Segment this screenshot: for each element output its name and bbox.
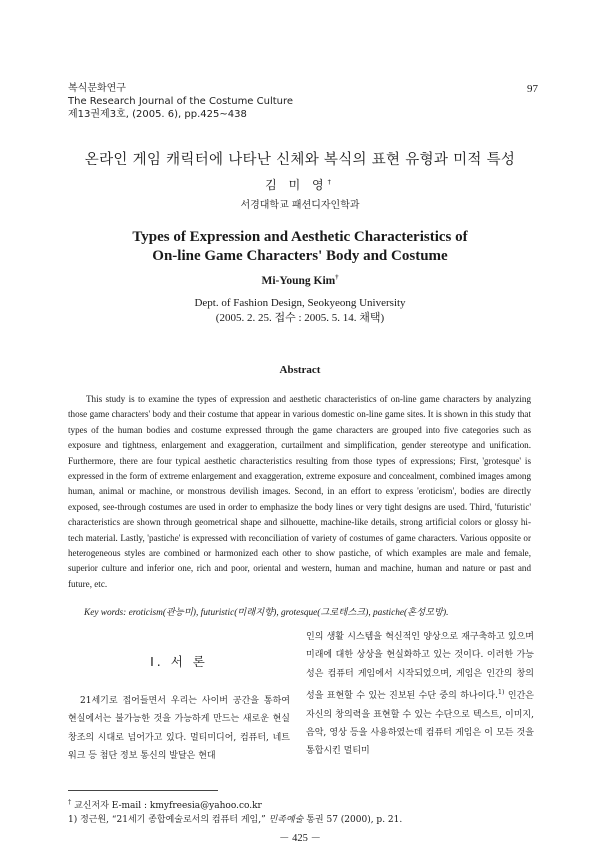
footnote-1-source: 민족예술 bbox=[268, 815, 304, 825]
journal-name-en: The Research Journal of the Costume Culture bbox=[68, 96, 294, 107]
body-paragraph-left: 21세기로 접어들면서 우리는 사이버 공간을 통하여 현실에서는 불가능한 것을 가능하게 만드는 새로운 현실 창조의 시대로 넘어가고 있다. 멀티미디어, 컴퓨터, 네트워크 등 첨단 정보 통신의 발달은 현대 bbox=[68, 696, 290, 762]
footnote-mark: † bbox=[68, 798, 72, 806]
footnote-email: 교신저자 E-mail : kmyfreesia@yahoo.co.kr bbox=[71, 801, 262, 811]
abstract-heading: Abstract bbox=[279, 364, 321, 376]
author-english bbox=[0, 274, 600, 287]
journal-page-number: 97 bbox=[527, 83, 538, 95]
footnote-corresponding-author bbox=[68, 798, 538, 811]
journal-header bbox=[68, 82, 293, 121]
title-english bbox=[0, 228, 600, 266]
body-text-after-ref: 인간은 자신의 창의력을 표현할 수 있는 수단으로 텍스트, 이미지, 음악, 영상 등을 사용하였는데 컴퓨터 게임은 이 모든 것을 통합시킨 멀티미 bbox=[306, 691, 534, 757]
author-korean-name: 김 미 영 bbox=[265, 178, 328, 192]
title-english-line-1: Types of Expression and Aesthetic Characteristics of bbox=[132, 229, 468, 245]
keywords: Key words: eroticism(관능미), futuristic(미래지향), grotesque(그로테스크), pastiche(혼성모방). bbox=[84, 608, 449, 618]
footnote-reference: 1) bbox=[497, 688, 505, 697]
journal-name-ko: 복식문화연구 bbox=[68, 83, 126, 94]
abstract-body: This study is to examine the types of expression and aesthetic characteristics of on-line game characters by analyzing those game characters' body and their costume that appear in various domestic on-line game sites. It is shown in this study that types of the human bodies and costume expressed through the game characters are grouped into five categories such as exposure and tightness, enlargement and exaggeration, curtailment and simplification, gender stereotype and unification. Furthermore, there are four typical aesthetic characteristics resulting from those types of expressions; First, 'grotesque' is expressed in the form of extreme enlargement and exaggeration, extreme exposure and concealment, combined images among human, animal or machine, or monstrous devilish images. Second, in an effort to express 'eroticism', bodies are directly exposed, see-through costumes are used in order to emphasize the body lines or very tight designs are used. Third, 'futuristic' characteristics are shown through geometrical shape and silhouette, machine-like details, strong artificial colors or glossy hi-tech material. Lastly, 'pastiche' is expressed with reconciliation of variety of costumes of game characters. Various opposite or heterogeneous styles are combined or harmonized each other to show pastiche, of which examples are male and female, superior culture and inferior one, rich and poor, oriental and western, human and machine, human and nature or past and future, etc. bbox=[68, 394, 531, 589]
title-korean: 온라인 게임 캐릭터에 나타난 신체와 복식의 표현 유형과 미적 특성 bbox=[84, 152, 516, 168]
author-korean bbox=[0, 176, 600, 193]
corresponding-mark: † bbox=[327, 178, 335, 186]
section-heading: Ⅰ. 서 론 bbox=[150, 654, 208, 669]
body-paragraph-right bbox=[306, 628, 534, 761]
page-number: － 425 － bbox=[279, 833, 321, 844]
body-text-before-ref: 인의 생활 시스템을 혁신적인 양상으로 재구축하고 있으며 미래에 대한 상상을 현실화하고 있는 것이다. 이러한 가능성은 컴퓨터 게임에서 시작되었으며, 게임은 인간의 창의성을 표현할 수 있는 진보된 수단 중의 하나이다. bbox=[306, 632, 534, 702]
body-column-right bbox=[306, 628, 534, 761]
footnote-1-prefix: 1) 정근원, “21세기 종합예술로서의 컴퓨터 게임,” bbox=[68, 815, 269, 825]
affiliation-korean: 서경대학교 패션디자인학과 bbox=[240, 200, 360, 211]
received-accepted-dates: (2005. 2. 25. 접수 : 2005. 5. 14. 채택) bbox=[215, 312, 385, 324]
corresponding-mark-english: † bbox=[335, 274, 339, 281]
footnote-1-suffix: 통권 57 (2000), p. 21. bbox=[303, 815, 403, 825]
affiliation-english bbox=[0, 296, 600, 326]
author-english-name: Mi-Young Kim bbox=[261, 274, 336, 287]
title-english-line-2: On-line Game Characters' Body and Costume bbox=[152, 248, 448, 264]
footnote-divider bbox=[68, 790, 218, 791]
body-column-left bbox=[68, 648, 290, 766]
journal-volume: 제13권제3호, (2005. 6), pp.425~438 bbox=[68, 109, 247, 120]
affiliation-english-dept: Dept. of Fashion Design, Seokyeong University bbox=[194, 297, 406, 309]
footnote-1 bbox=[68, 812, 538, 825]
